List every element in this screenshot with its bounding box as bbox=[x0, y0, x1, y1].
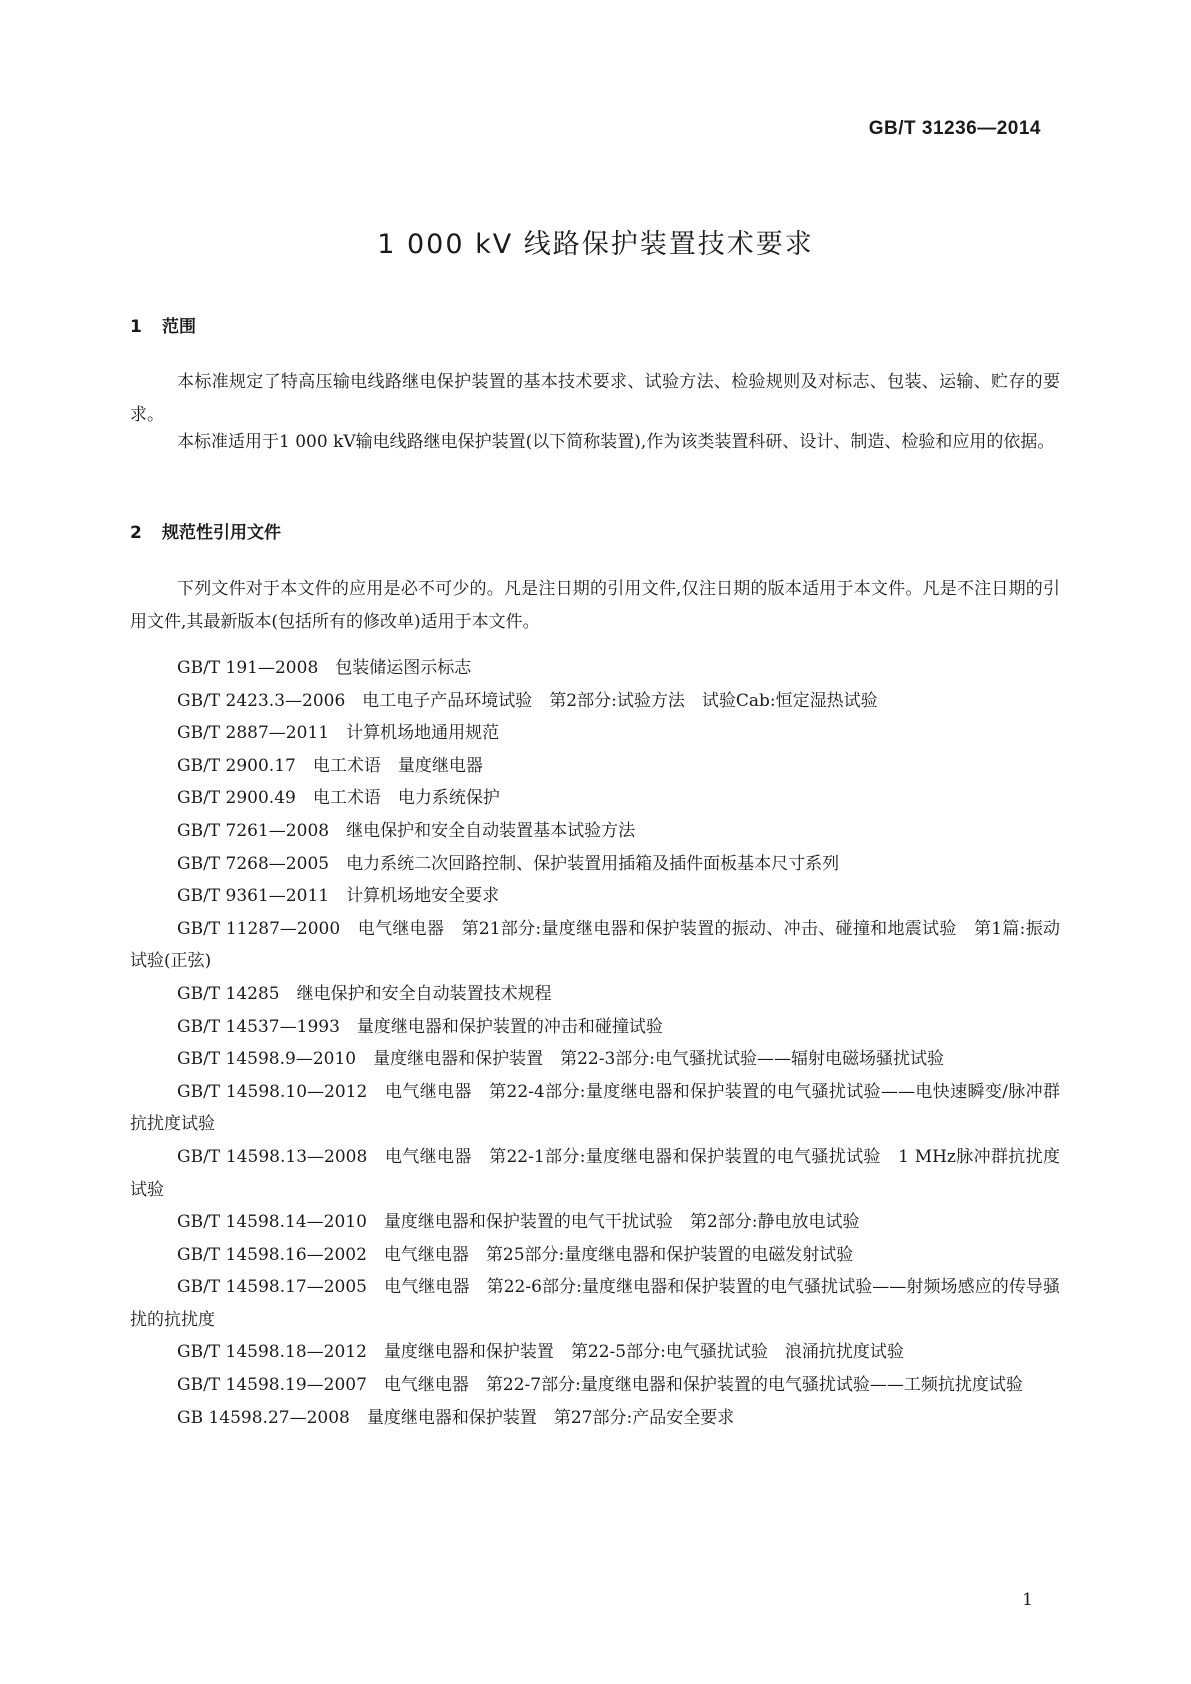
section-1-paragraph-1: 本标准规定了特高压输电线路继电保护装置的基本技术要求、试验方法、检验规则及对标志、包装、运输、贮存的要求。 bbox=[130, 372, 1060, 425]
reference-item: GB/T 2900.17 电工术语 量度继电器 bbox=[177, 755, 483, 776]
section-number: 1 bbox=[130, 317, 142, 337]
reference-item: GB/T 14598.19—2007 电气继电器 第22-7部分:量度继电器和保护装置的电气骚扰试验——工频抗扰度试验 bbox=[177, 1375, 1023, 1396]
reference-item: GB/T 2900.49 电工术语 电力系统保护 bbox=[177, 788, 500, 809]
reference-item: GB/T 14598.9—2010 量度继电器和保护装置 第22-3部分:电气骚扰试验——辐射电磁场骚扰试验 bbox=[177, 1049, 945, 1070]
reference-item: GB/T 14598.16—2002 电气继电器 第25部分:量度继电器和保护装置的电磁发射试验 bbox=[177, 1244, 854, 1265]
section-2-heading bbox=[130, 518, 281, 543]
reference-item: GB/T 7261—2008 继电保护和安全自动装置基本试验方法 bbox=[177, 820, 636, 841]
section-1-heading bbox=[130, 312, 196, 337]
reference-item: GB/T 14537—1993 量度继电器和保护装置的冲击和碰撞试验 bbox=[177, 1016, 663, 1037]
reference-item: GB/T 191—2008 包装储运图示标志 bbox=[177, 658, 472, 678]
reference-item: GB/T 11287—2000 电气继电器 第21部分:量度继电器和保护装置的振动、冲击、碰撞和地震试验 第1篇:振动试验(正弦) bbox=[130, 918, 1060, 972]
section-title: 范围 bbox=[162, 317, 196, 337]
reference-item: GB/T 2423.3—2006 电工电子产品环境试验 第2部分:试验方法 试验Cab:恒定湿热试验 bbox=[177, 690, 878, 711]
reference-item: GB/T 7268—2005 电力系统二次回路控制、保护装置用插箱及插件面板基本尺寸系列 bbox=[177, 853, 840, 874]
reference-item: GB/T 14598.17—2005 电气继电器 第22-6部分:量度继电器和保护装置的电气骚扰试验——射频场感应的传导骚扰的抗扰度 bbox=[130, 1277, 1060, 1330]
standard-id: GB/T 31236—2014 bbox=[868, 118, 1041, 139]
document-title: 1 000 kV 线路保护装置技术要求 bbox=[377, 229, 814, 260]
reference-item: GB/T 14285 继电保护和安全自动装置技术规程 bbox=[177, 983, 552, 1004]
section-title: 规范性引用文件 bbox=[162, 523, 281, 543]
reference-item: GB/T 14598.14—2010 量度继电器和保护装置的电气干扰试验 第2部分:静电放电试验 bbox=[177, 1212, 860, 1233]
reference-item: GB/T 14598.18—2012 量度继电器和保护装置 第22-5部分:电气骚扰试验 浪涌抗扰度试验 bbox=[177, 1342, 904, 1363]
page-number: 1 bbox=[1022, 1590, 1033, 1610]
section-1-paragraph-2: 本标准适用于1 000 kV输电线路继电保护装置(以下简称装置),作为该类装置科研、设计、制造、检验和应用的依据。 bbox=[177, 432, 1055, 452]
reference-item: GB 14598.27—2008 量度继电器和保护装置 第27部分:产品安全要求 bbox=[177, 1407, 735, 1428]
reference-item: GB/T 2887—2011 计算机场地通用规范 bbox=[177, 723, 500, 744]
section-number: 2 bbox=[130, 523, 142, 543]
reference-item: GB/T 14598.13—2008 电气继电器 第22-1部分:量度继电器和保护装置的电气骚扰试验 1 MHz脉冲群抗扰度试验 bbox=[130, 1146, 1060, 1200]
reference-item: GB/T 14598.10—2012 电气继电器 第22-4部分:量度继电器和保护装置的电气骚扰试验——电快速瞬变/脉冲群抗扰度试验 bbox=[130, 1081, 1060, 1135]
reference-item: GB/T 9361—2011 计算机场地安全要求 bbox=[177, 886, 500, 907]
section-2-paragraph-1: 下列文件对于本文件的应用是必不可少的。凡是注日期的引用文件,仅注日期的版本适用于本文件。凡是不注日期的引用文件,其最新版本(包括所有的修改单)适用于本文件。 bbox=[130, 579, 1060, 632]
reference-list bbox=[130, 652, 1060, 1434]
